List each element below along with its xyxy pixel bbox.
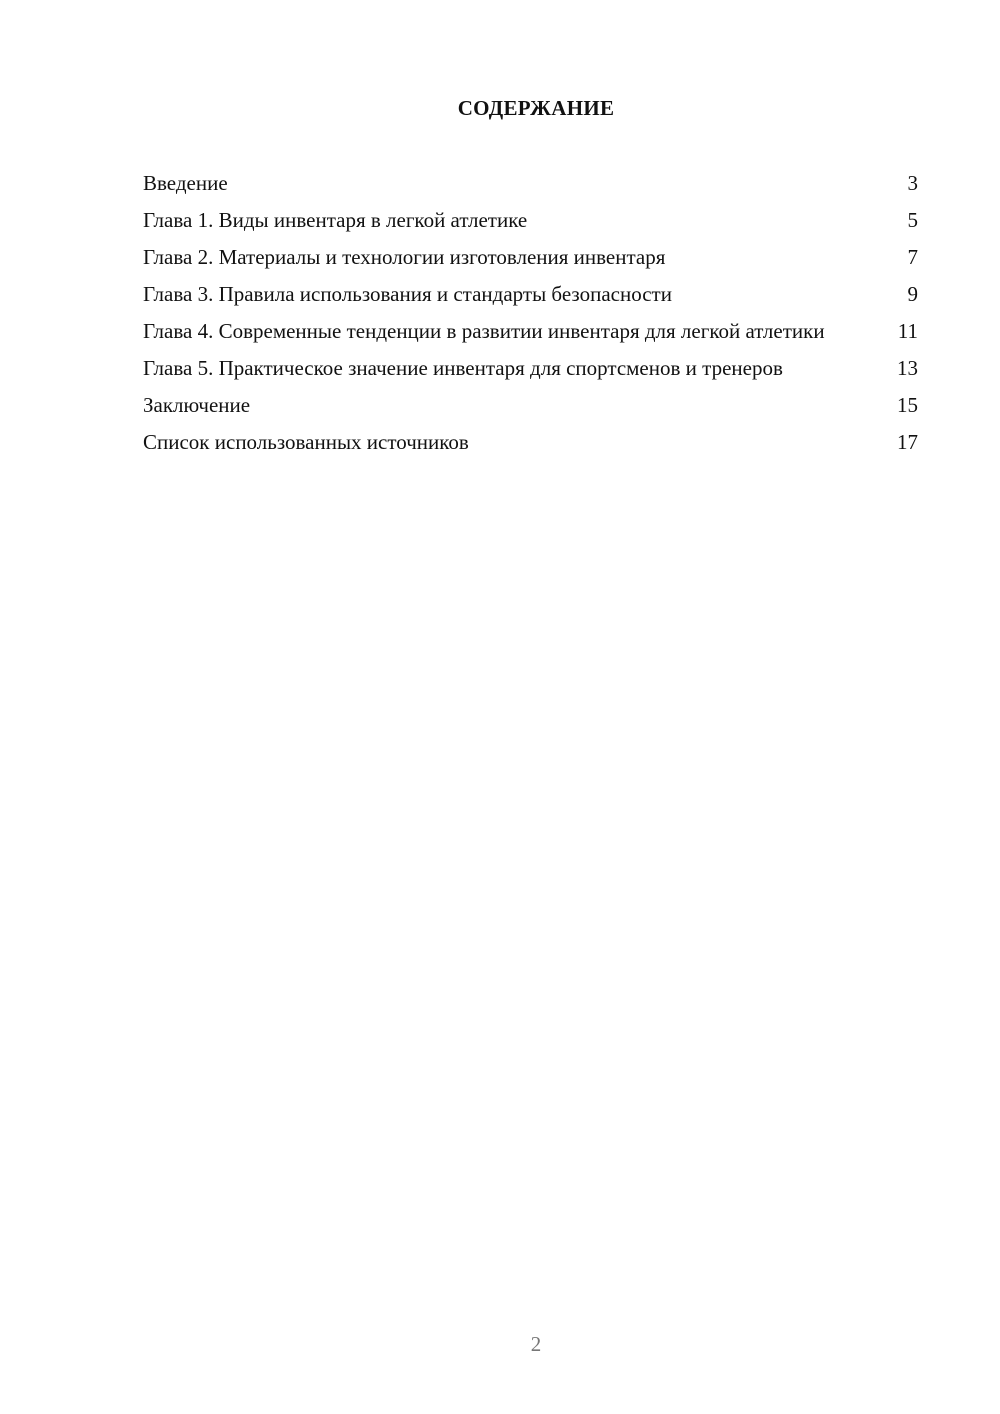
toc-item-page-number: 5 — [907, 208, 918, 232]
toc-item-conclusion — [143, 392, 918, 418]
toc-item-chapter-2 — [143, 244, 918, 270]
toc-item-page-number: 3 — [907, 171, 918, 195]
toc-item-page-number: 11 — [897, 319, 918, 343]
toc-item-page-number: 9 — [907, 282, 918, 306]
toc-item-chapter-1 — [143, 207, 918, 233]
toc-item-page-number: 7 — [907, 245, 918, 269]
toc-item-label: Введение — [143, 171, 228, 195]
page-title: СОДЕРЖАНИЕ — [457, 96, 615, 120]
table-of-contents — [143, 170, 918, 466]
toc-item-label: Глава 5. Практическое значение инвентаря для спортсменов и тренеров — [143, 356, 783, 380]
toc-item-page-number: 15 — [897, 393, 918, 417]
page-number: 2 — [530, 1332, 542, 1356]
toc-item-label: Список использованных источников — [143, 430, 469, 454]
toc-item-chapter-4 — [143, 318, 918, 344]
toc-item-label: Глава 1. Виды инвентаря в легкой атлетике — [143, 208, 528, 232]
toc-item-references — [143, 429, 918, 455]
toc-item-page-number: 17 — [897, 430, 918, 454]
toc-item-label: Глава 2. Материалы и технологии изготовления инвентаря — [143, 245, 666, 269]
toc-item-introduction — [143, 170, 918, 196]
toc-item-chapter-5 — [143, 355, 918, 381]
toc-item-chapter-3 — [143, 281, 918, 307]
toc-item-label: Глава 4. Современные тенденции в развитии инвентаря для легкой атлетики — [143, 319, 825, 343]
toc-item-label: Глава 3. Правила использования и стандарты безопасности — [143, 282, 672, 306]
toc-item-label: Заключение — [143, 393, 251, 417]
toc-item-page-number: 13 — [897, 356, 918, 380]
